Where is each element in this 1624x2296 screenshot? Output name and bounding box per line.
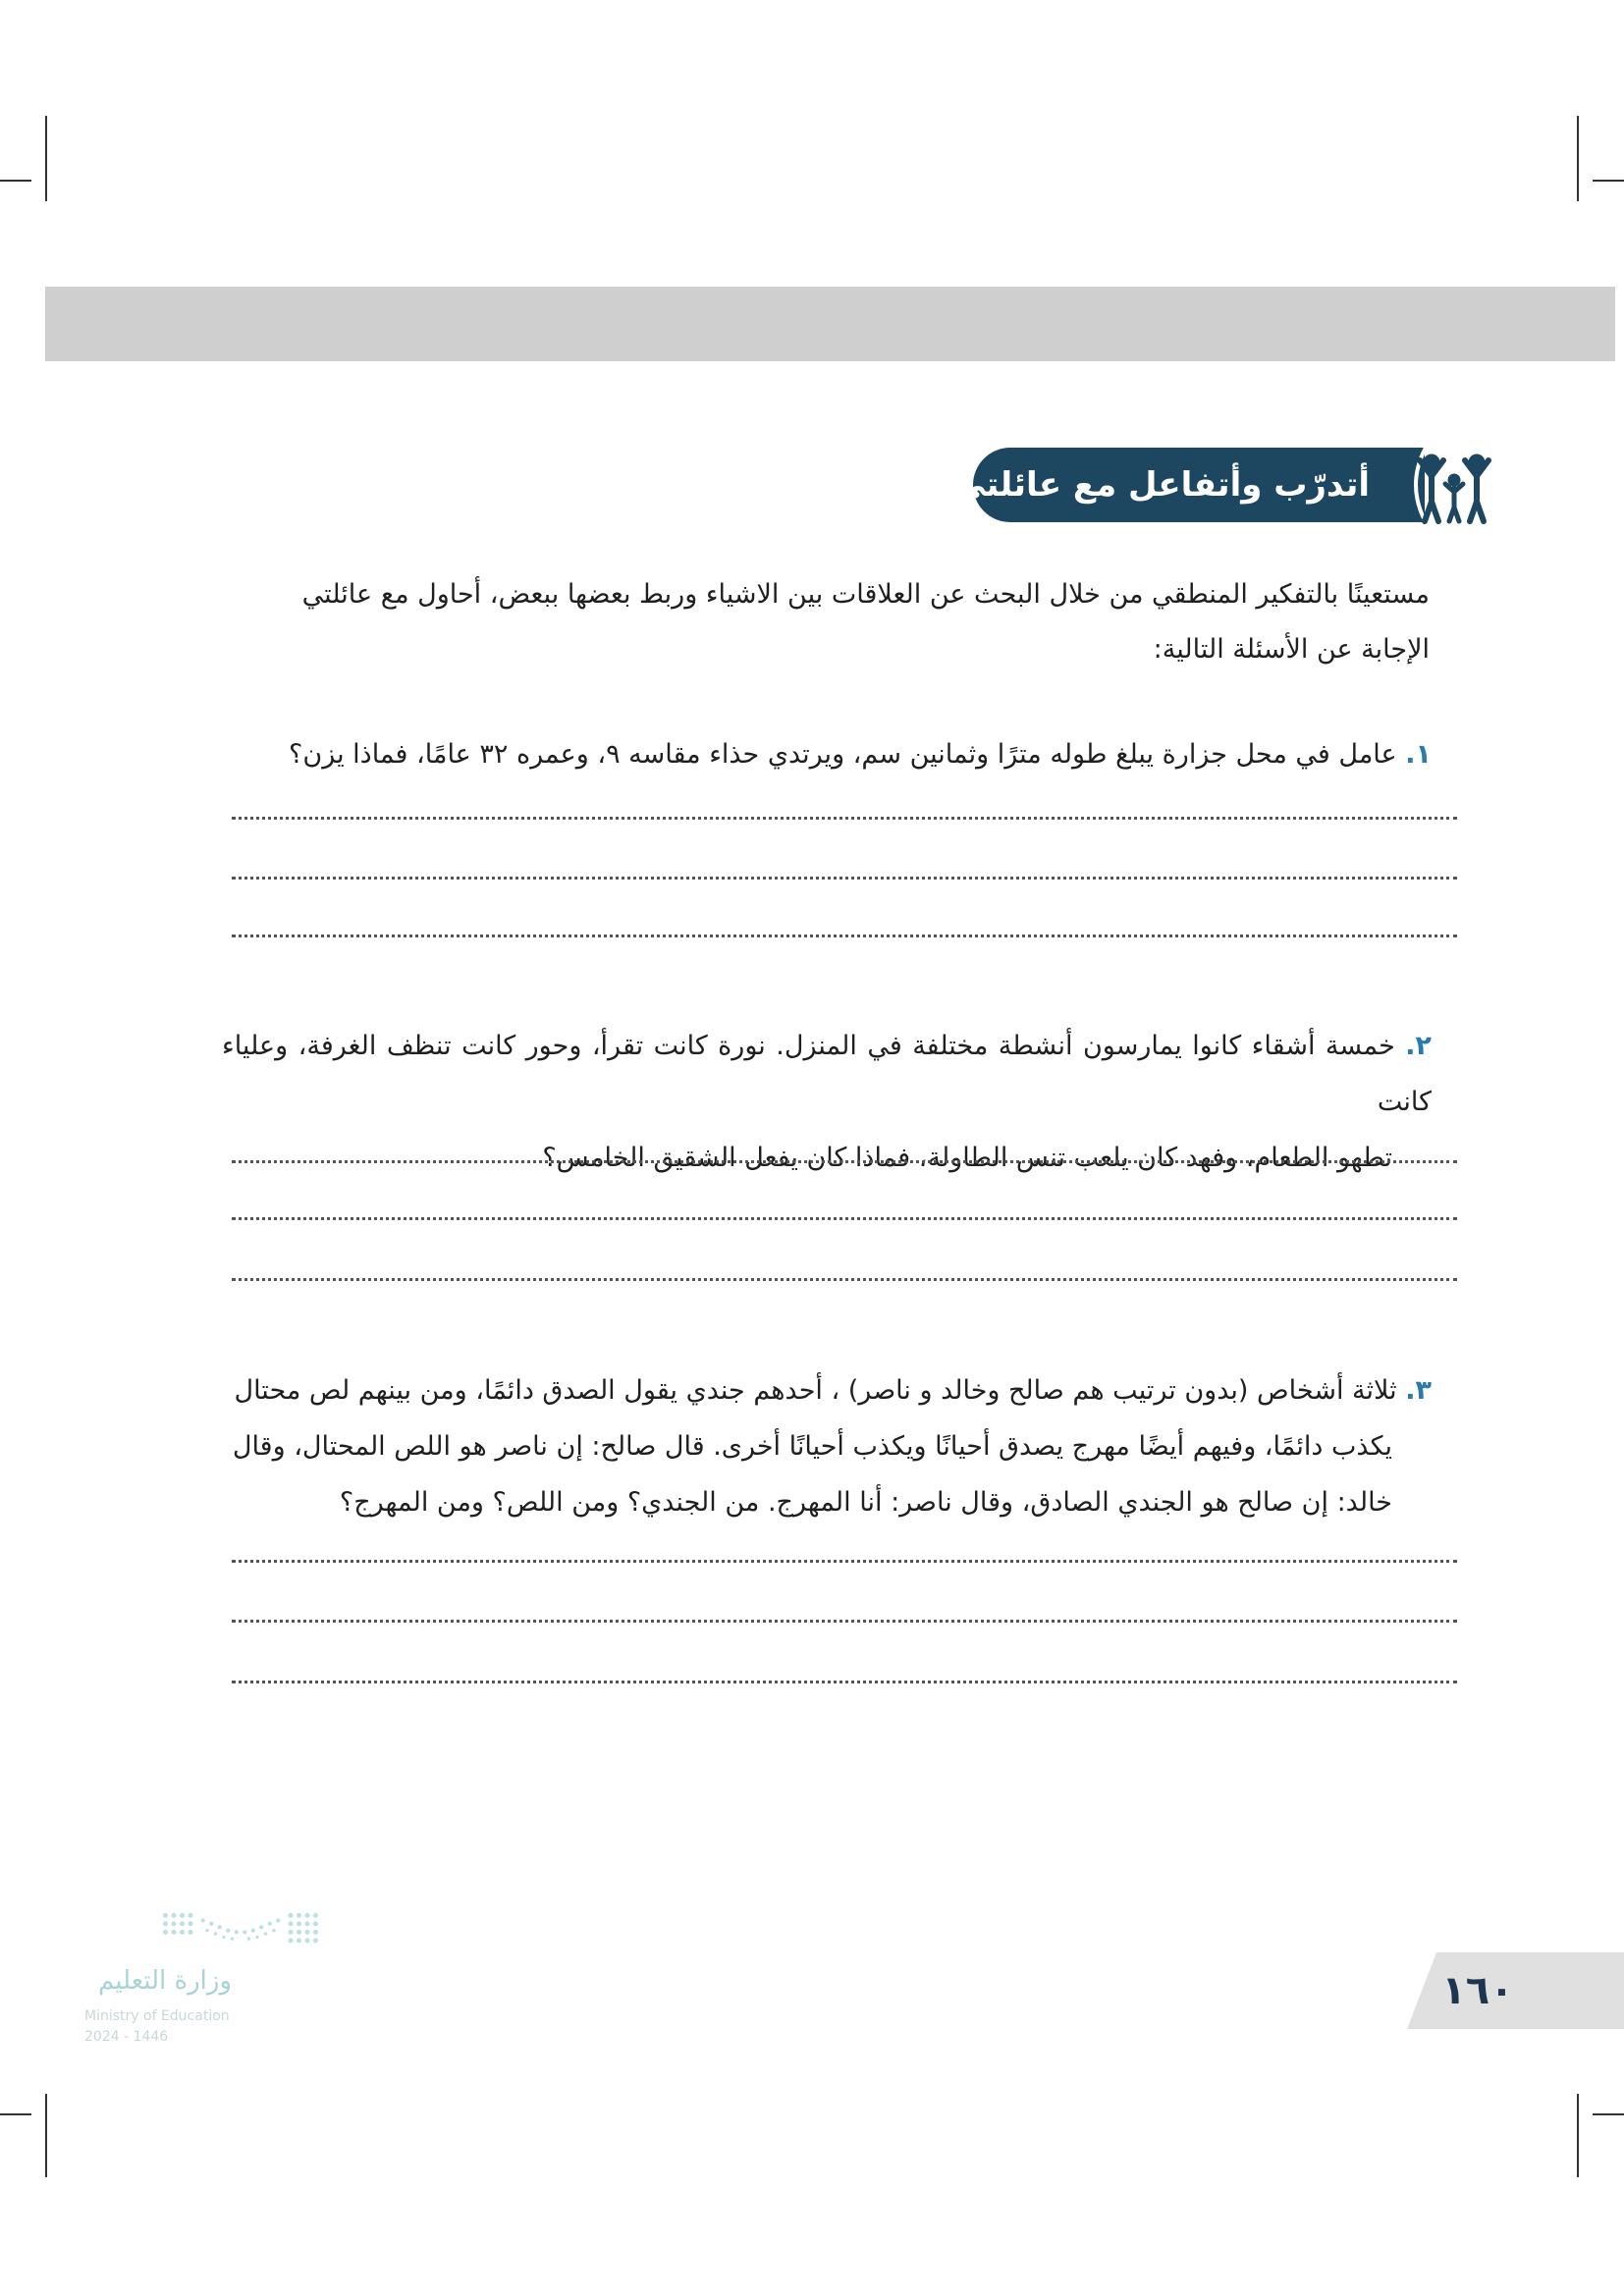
logo-dots bbox=[163, 1913, 193, 1935]
answer-line[interactable] bbox=[232, 877, 1457, 880]
question-line bbox=[222, 1362, 1432, 1418]
question-text: عامل في محل جزارة يبلغ طوله مترًا وثمانين سم، ويرتدي حذاء مقاسه ٩، وعمره ٣٢ عامًا، فماذا يزن؟ bbox=[289, 739, 1397, 770]
question-1 bbox=[222, 726, 1432, 782]
page-number: ١٦٠ bbox=[1441, 1968, 1514, 2013]
question-line: تطهو الطعام، وفهد كان يلعب تنس الطاولة، فماذا كان يفعل الشقيق الخامس؟ bbox=[542, 1143, 1392, 1173]
section-title-bar bbox=[952, 448, 1425, 522]
question-line: يكذب دائمًا، وفيهم أيضًا مهرج يصدق أحيانًا ويكذب أحيانًا أخرى. قال صالح: إن ناصر هو اللص المحتال، وقال bbox=[232, 1431, 1392, 1462]
crop-mark bbox=[1577, 2094, 1579, 2177]
crop-mark bbox=[1577, 116, 1579, 201]
answer-line[interactable] bbox=[232, 1620, 1457, 1623]
question-line bbox=[222, 1018, 1432, 1130]
question-text: خمسة أشقاء كانوا يمارسون أنشطة مختلفة في المنزل. نورة كانت تقرأ، وحور كانت تنظف الغرفة، وعلياء كانت bbox=[222, 1031, 1432, 1117]
question-number: ١. bbox=[1405, 739, 1432, 770]
answer-line[interactable] bbox=[232, 1560, 1457, 1563]
answer-line[interactable] bbox=[232, 817, 1457, 820]
answer-line[interactable] bbox=[232, 1681, 1457, 1683]
intro-line-1: مستعينًا بالتفكير المنطقي من خلال البحث عن العلاقات بين الاشياء وربط بعضها ببعض، أحاول مع عائلتي bbox=[301, 579, 1430, 610]
crop-mark bbox=[0, 2113, 31, 2115]
question-number: ٣. bbox=[1405, 1375, 1432, 1406]
header-band bbox=[45, 287, 1615, 361]
crop-mark bbox=[45, 2094, 47, 2177]
question-number: ٢. bbox=[1405, 1031, 1432, 1061]
question-line: خالد: إن صالح هو الجندي الصادق، وقال ناصر: أنا المهرج. من الجندي؟ ومن اللص؟ ومن المهرج؟ bbox=[339, 1487, 1392, 1518]
answer-line[interactable] bbox=[232, 1160, 1457, 1163]
question-3 bbox=[222, 1362, 1432, 1530]
intro-line-2: الإجابة عن الأسئلة التالية: bbox=[1153, 634, 1430, 665]
ministry-logo-icon bbox=[157, 1904, 324, 1963]
logo-dots bbox=[201, 1918, 281, 1941]
section-title: أتدرّب وأتفاعل مع عائلتي bbox=[952, 465, 1370, 505]
crop-mark bbox=[1593, 180, 1624, 182]
answer-line[interactable] bbox=[232, 1278, 1457, 1281]
family-icon bbox=[1416, 447, 1492, 525]
question-line bbox=[222, 726, 1432, 782]
logo-dots bbox=[288, 1913, 318, 1944]
answer-line[interactable] bbox=[232, 934, 1457, 937]
logo-year-text: 2024 - 1446 bbox=[84, 2029, 169, 2045]
answer-line[interactable] bbox=[232, 1217, 1457, 1220]
question-text: ثلاثة أشخاص (بدون ترتيب هم صالح وخالد و ناصر) ، أحدهم جندي يقول الصدق دائمًا، ومن بينهم لص محتال bbox=[234, 1375, 1397, 1406]
crop-mark bbox=[0, 180, 31, 182]
intro-paragraph bbox=[222, 567, 1430, 677]
crop-mark bbox=[1593, 2113, 1624, 2115]
crop-mark bbox=[45, 116, 47, 201]
logo-english-text: Ministry of Education bbox=[84, 2008, 230, 2024]
logo-arabic-text: وزارة التعليم bbox=[97, 1966, 233, 1996]
